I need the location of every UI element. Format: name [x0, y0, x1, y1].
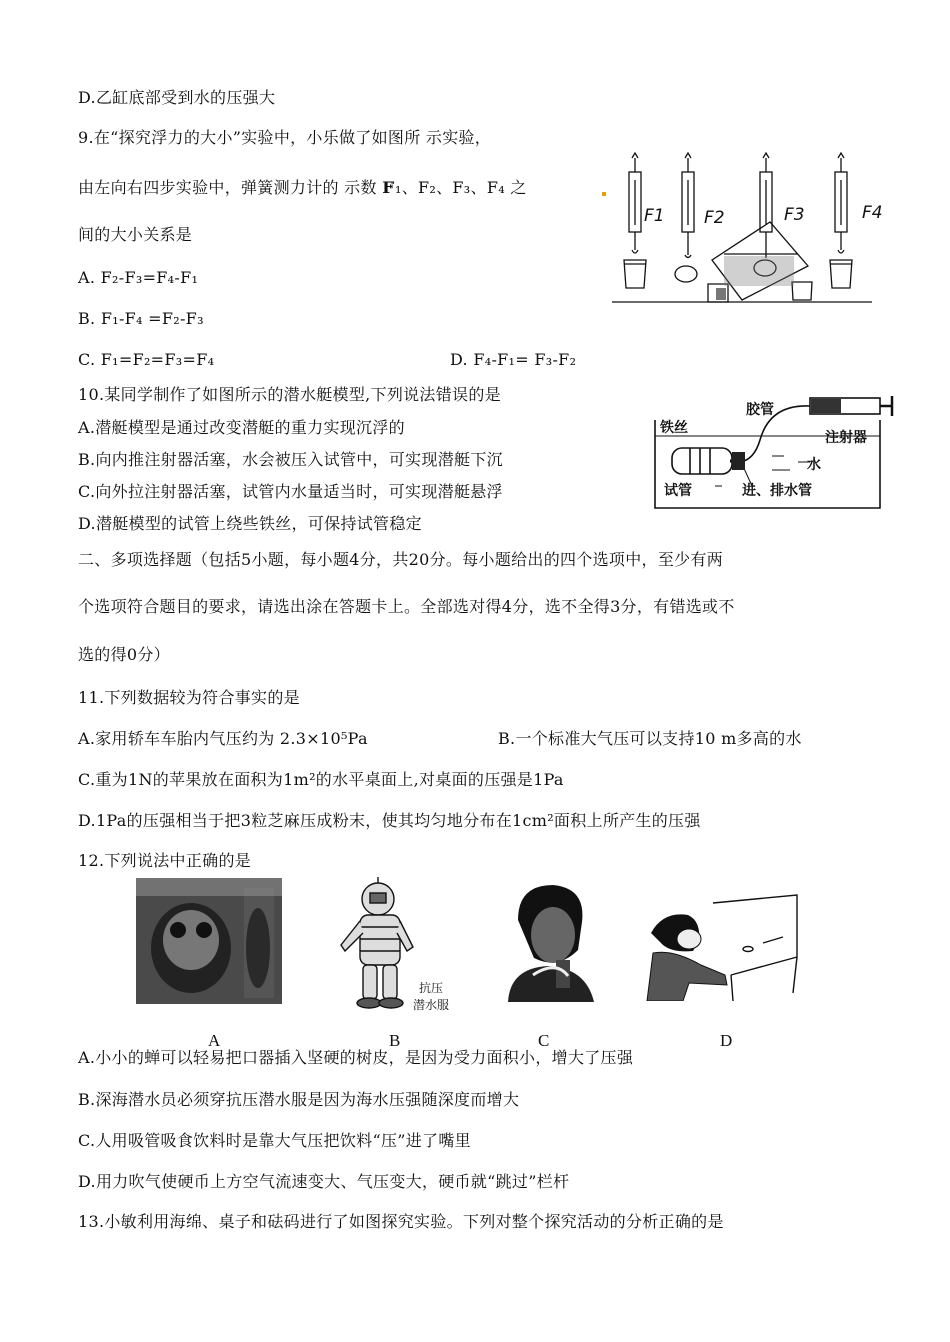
q9-option-c: C. F₁=F₂=F₃=F₄: [78, 350, 215, 369]
q9-option-b: B. F₁-F₄ =F₂-F₃: [78, 309, 204, 328]
photo-cicada: [136, 878, 282, 1004]
figure-submarine-model: [650, 390, 895, 515]
q12-option-c: C.人用吸管吸食饮料时是靠大气压把饮料“压”进了嘴里: [78, 1131, 471, 1150]
label-c: C: [538, 1031, 550, 1050]
q11-option-c: C.重为1N的苹果放在面积为1m²的水平桌面上,对桌面的压强是1Pa: [78, 770, 564, 789]
q10-option-d: D.潜艇模型的试管上绕些铁丝，可保持试管稳定: [78, 514, 422, 533]
section2-instructions-line2: 个选项符合题目的要求，请选出涂在答题卡上。全部选对得4分，选不全得3分，有错选或不: [78, 597, 735, 616]
label-wire: 铁丝: [660, 420, 688, 436]
photo-boy-straw: [498, 880, 598, 1002]
q10-option-a: A.潜艇模型是通过改变潜艇的重力实现沉浮的: [78, 418, 405, 437]
q9-stem-line2-end: 之: [504, 178, 527, 197]
q9-option-d: D. F₄-F₁= F₃-F₂: [450, 350, 577, 369]
q9-stem-line1: 9.在“探究浮力的大小”实验中，小乐做了如图所 示实验，: [78, 128, 492, 147]
label-b: B: [389, 1031, 401, 1050]
q10-option-c: C.向外拉注射器活塞，试管内水量适当时，可实现潜艇悬浮: [78, 482, 503, 501]
q9-stem-line2-forces: F₁、F₂、F₃、F₄: [383, 178, 505, 197]
label-f1: F1: [644, 206, 665, 226]
label-d: D: [720, 1031, 733, 1050]
q11-option-b: B.一个标准大气压可以支持10 m多高的水: [498, 729, 802, 748]
mark-dot: [602, 192, 606, 196]
q11-option-a: A.家用轿车车胎内气压约为 2.3×10⁵Pa: [78, 729, 368, 748]
drawing-girl-coin: [643, 893, 798, 1001]
q12-option-b: B.深海潜水员必须穿抗压潜水服是因为海水压强随深度而增大: [78, 1090, 520, 1109]
q11-stem: 11.下列数据较为符合事实的是: [78, 688, 300, 707]
drawing-diving-suit: [333, 875, 453, 1015]
q12-stem: 12.下列说法中正确的是: [78, 851, 252, 870]
q9-stem-line2-text: 由左向右四步实验中，弹簧测力计的 示数 F: [78, 178, 394, 197]
label-diving-suit: 潜水服: [413, 998, 450, 1012]
q10-stem: 10.某同学制作了如图所示的潜水艇模型,下列说法错误的是: [78, 385, 501, 404]
q12-option-d: D.用力吹气使硬币上方空气流速变大、气压变大，硬币就“跳过”栏杆: [78, 1172, 570, 1191]
label-a: A: [208, 1031, 221, 1050]
label-pressure: 抗压: [419, 981, 444, 995]
q9-option-a: A. F₂-F₃=F₄-F₁: [78, 268, 199, 287]
q9-stem-line3: 间的大小关系是: [78, 225, 193, 244]
label-inlet-pipe: 进、排水管: [742, 483, 812, 499]
q10-option-b: B.向内推注射器活塞，水会被压入试管中，可实现潜艇下沉: [78, 450, 503, 469]
label-f3: F3: [784, 205, 805, 225]
label-f2: F2: [704, 208, 725, 228]
q12-option-a: A.小小的蝉可以轻易把口器插入坚硬的树皮，是因为受力面积小，增大了压强: [78, 1048, 634, 1067]
q8-option-d: D.乙缸底部受到水的压强大: [78, 88, 276, 107]
label-f4: F4: [862, 203, 883, 223]
label-syringe: 注射器: [825, 430, 867, 446]
section2-instructions-line3: 选的得0分）: [78, 645, 170, 664]
q13-stem: 13.小敏利用海绵、桌子和砝码进行了如图探究实验。下列对整个探究活动的分析正确的是: [78, 1212, 724, 1231]
label-water: 水: [807, 457, 821, 473]
q11-option-d: D.1Pa的压强相当于把3粒芝麻压成粉末，使其均匀地分布在1cm²面积上所产生的压强: [78, 811, 701, 830]
label-hose: 胶管: [746, 402, 774, 418]
figure-spring-balances: [612, 150, 883, 310]
label-test-tube: 试管: [664, 483, 692, 499]
section2-instructions-line1: 二、多项选择题（包括5小题，每小题4分，共20分。每小题给出的四个选项中，至少有两: [78, 550, 724, 569]
q9-stem-line2: [78, 178, 527, 198]
